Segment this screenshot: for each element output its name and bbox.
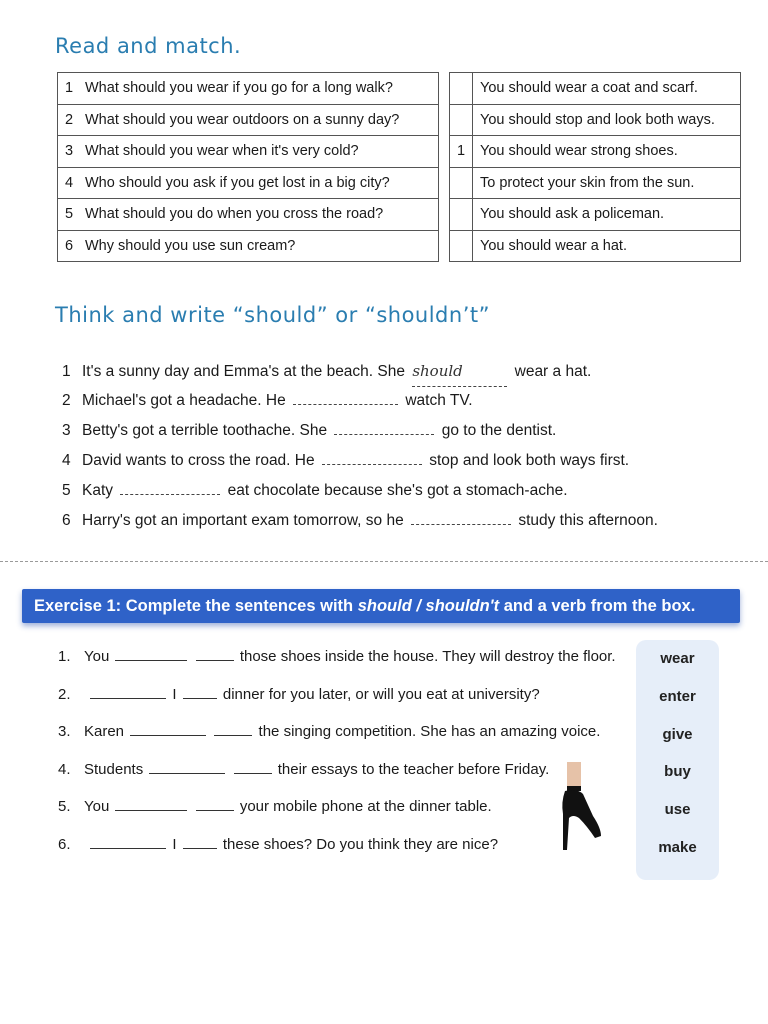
sentence-end: eat chocolate because she's got a stomach-ache. — [227, 482, 568, 499]
answer-blank[interactable] — [334, 422, 434, 435]
item-number: 4. — [58, 760, 71, 778]
table-row — [450, 199, 741, 231]
banner-text: Exercise 1: Complete the sentences with — [34, 597, 358, 615]
item-number: 3 — [62, 422, 71, 439]
item-number: 6. — [58, 835, 71, 853]
answer-blank[interactable] — [214, 722, 252, 736]
table-row — [450, 136, 741, 168]
question-number: 5 — [65, 206, 74, 223]
answer-box[interactable] — [450, 199, 473, 231]
section-divider — [0, 561, 768, 562]
answer-blank[interactable] — [90, 835, 166, 849]
answer-box[interactable] — [450, 167, 473, 199]
sentence-mid: I — [172, 685, 177, 703]
answer-blank[interactable] — [130, 722, 206, 736]
sentence-end: the singing competition. She has an amazing voice. — [258, 723, 601, 740]
question-number: 1 — [65, 80, 74, 97]
question-text: What should you do when you cross the road? — [85, 206, 384, 223]
sentence-mid: I — [172, 835, 177, 853]
item-number: 6 — [62, 512, 71, 529]
answer-blank[interactable] — [196, 797, 234, 811]
item-number: 1. — [58, 648, 71, 665]
list-item — [62, 386, 658, 416]
list-item — [62, 446, 658, 476]
word-box-item: give — [662, 725, 693, 743]
sentence-end: these shoes? Do you think they are nice? — [222, 835, 499, 853]
heading-think-and-write: Think and write “should” or “shouldn’t” — [55, 303, 490, 327]
answers-table — [449, 72, 741, 262]
exercise-list — [58, 643, 616, 868]
answer-text: You should ask a policeman. — [473, 199, 741, 231]
should-exercise-list — [62, 356, 658, 536]
question-text: Why should you use sun cream? — [85, 237, 296, 254]
sentence-start: Betty's got a terrible toothache. She — [82, 422, 328, 439]
list-item — [62, 416, 658, 446]
word-box — [636, 640, 719, 880]
item-number: 2. — [58, 685, 71, 703]
question-text: What should you wear if you go for a long walk? — [85, 80, 393, 97]
answer-blank[interactable] — [196, 647, 234, 661]
sentence-start: Michael's got a headache. He — [82, 392, 286, 409]
list-item — [62, 356, 658, 386]
answer-text: You should stop and look both ways. — [473, 104, 741, 136]
question-text: What should you wear outdoors on a sunny day? — [85, 111, 400, 128]
sentence-start: Students — [84, 760, 144, 778]
table-row — [58, 136, 439, 168]
answer-box[interactable] — [450, 104, 473, 136]
high-heel-shoe-icon — [555, 758, 605, 853]
answer-blank[interactable] — [411, 512, 511, 525]
word-box-item: wear — [660, 650, 695, 667]
list-item — [58, 681, 616, 719]
table-row — [58, 167, 439, 199]
exercise-banner — [22, 589, 740, 623]
answer-box[interactable] — [450, 73, 473, 105]
answer-text: To protect your skin from the sun. — [473, 167, 741, 199]
question-text: What should you wear when it's very cold? — [85, 143, 359, 160]
answer-blank[interactable] — [234, 760, 272, 774]
sentence-end: wear a hat. — [514, 363, 592, 380]
word-box-item: use — [664, 801, 691, 819]
banner-italic-text: should / shouldn't — [357, 597, 500, 615]
sentence-start: You — [84, 798, 110, 815]
sentence-end: stop and look both ways first. — [429, 452, 630, 469]
answer-blank[interactable] — [322, 452, 422, 465]
item-number: 1 — [62, 363, 71, 380]
table-row — [450, 73, 741, 105]
list-item — [62, 476, 658, 506]
item-number: 3. — [58, 723, 71, 740]
answer-text: You should wear a coat and scarf. — [473, 73, 741, 105]
sentence-end: those shoes inside the house. They will destroy the floor. — [239, 648, 616, 665]
list-item — [62, 506, 658, 536]
question-number: 2 — [65, 111, 74, 128]
answer-blank[interactable] — [183, 835, 217, 849]
sentence-end: watch TV. — [405, 392, 473, 409]
item-number: 5 — [62, 482, 71, 499]
item-number: 4 — [62, 452, 71, 469]
table-row — [450, 167, 741, 199]
table-row — [450, 230, 741, 262]
question-number: 3 — [65, 143, 74, 160]
answer-blank[interactable] — [149, 760, 225, 774]
question-number: 4 — [65, 174, 74, 191]
answer-blank[interactable] — [120, 482, 220, 495]
sentence-start: Katy — [82, 482, 114, 499]
answer-blank[interactable] — [115, 797, 187, 811]
table-row — [450, 104, 741, 136]
answer-blank[interactable] — [90, 685, 166, 699]
banner-text-end: and a verb from the box. — [499, 597, 696, 615]
question-text: Who should you ask if you get lost in a big city? — [85, 174, 390, 191]
question-number: 6 — [65, 237, 74, 254]
sentence-start: You — [84, 648, 110, 665]
sentence-start: David wants to cross the road. He — [82, 452, 315, 469]
answer-blank[interactable] — [183, 685, 217, 699]
sentence-start: Karen — [84, 723, 125, 740]
answer-text: You should wear a hat. — [473, 230, 741, 262]
item-number: 5. — [58, 798, 71, 815]
word-box-item: buy — [664, 763, 691, 781]
list-item — [58, 831, 616, 869]
answer-text: You should wear strong shoes. — [473, 136, 741, 168]
table-row — [58, 199, 439, 231]
answer-box[interactable]: 1 — [450, 136, 473, 168]
list-item — [58, 793, 616, 831]
word-box-item: enter — [659, 687, 696, 705]
heading-read-and-match: Read and match. — [55, 34, 242, 58]
sentence-end: your mobile phone at the dinner table. — [239, 798, 492, 815]
sentence-end: study this afternoon. — [518, 512, 658, 529]
word-box-item: make — [658, 838, 697, 856]
list-item — [58, 643, 616, 681]
sentence-end: their essays to the teacher before Friday. — [277, 760, 550, 778]
table-row — [58, 104, 439, 136]
list-item — [58, 756, 616, 794]
questions-table — [57, 72, 439, 262]
table-row — [58, 73, 439, 105]
answer-blank[interactable] — [293, 392, 398, 405]
sentence-start: Harry's got an important exam tomorrow, so he — [82, 512, 404, 529]
sentence-end: go to the dentist. — [441, 422, 557, 439]
sentence-end: dinner for you later, or will you eat at university? — [222, 685, 540, 703]
answer-box[interactable] — [450, 230, 473, 262]
list-item — [58, 718, 616, 756]
sentence-start: It's a sunny day and Emma's at the beach. She — [82, 363, 405, 380]
answer-blank[interactable]: should — [412, 356, 507, 387]
item-number: 2 — [62, 392, 71, 409]
table-row — [58, 230, 439, 262]
answer-blank[interactable] — [115, 647, 187, 661]
